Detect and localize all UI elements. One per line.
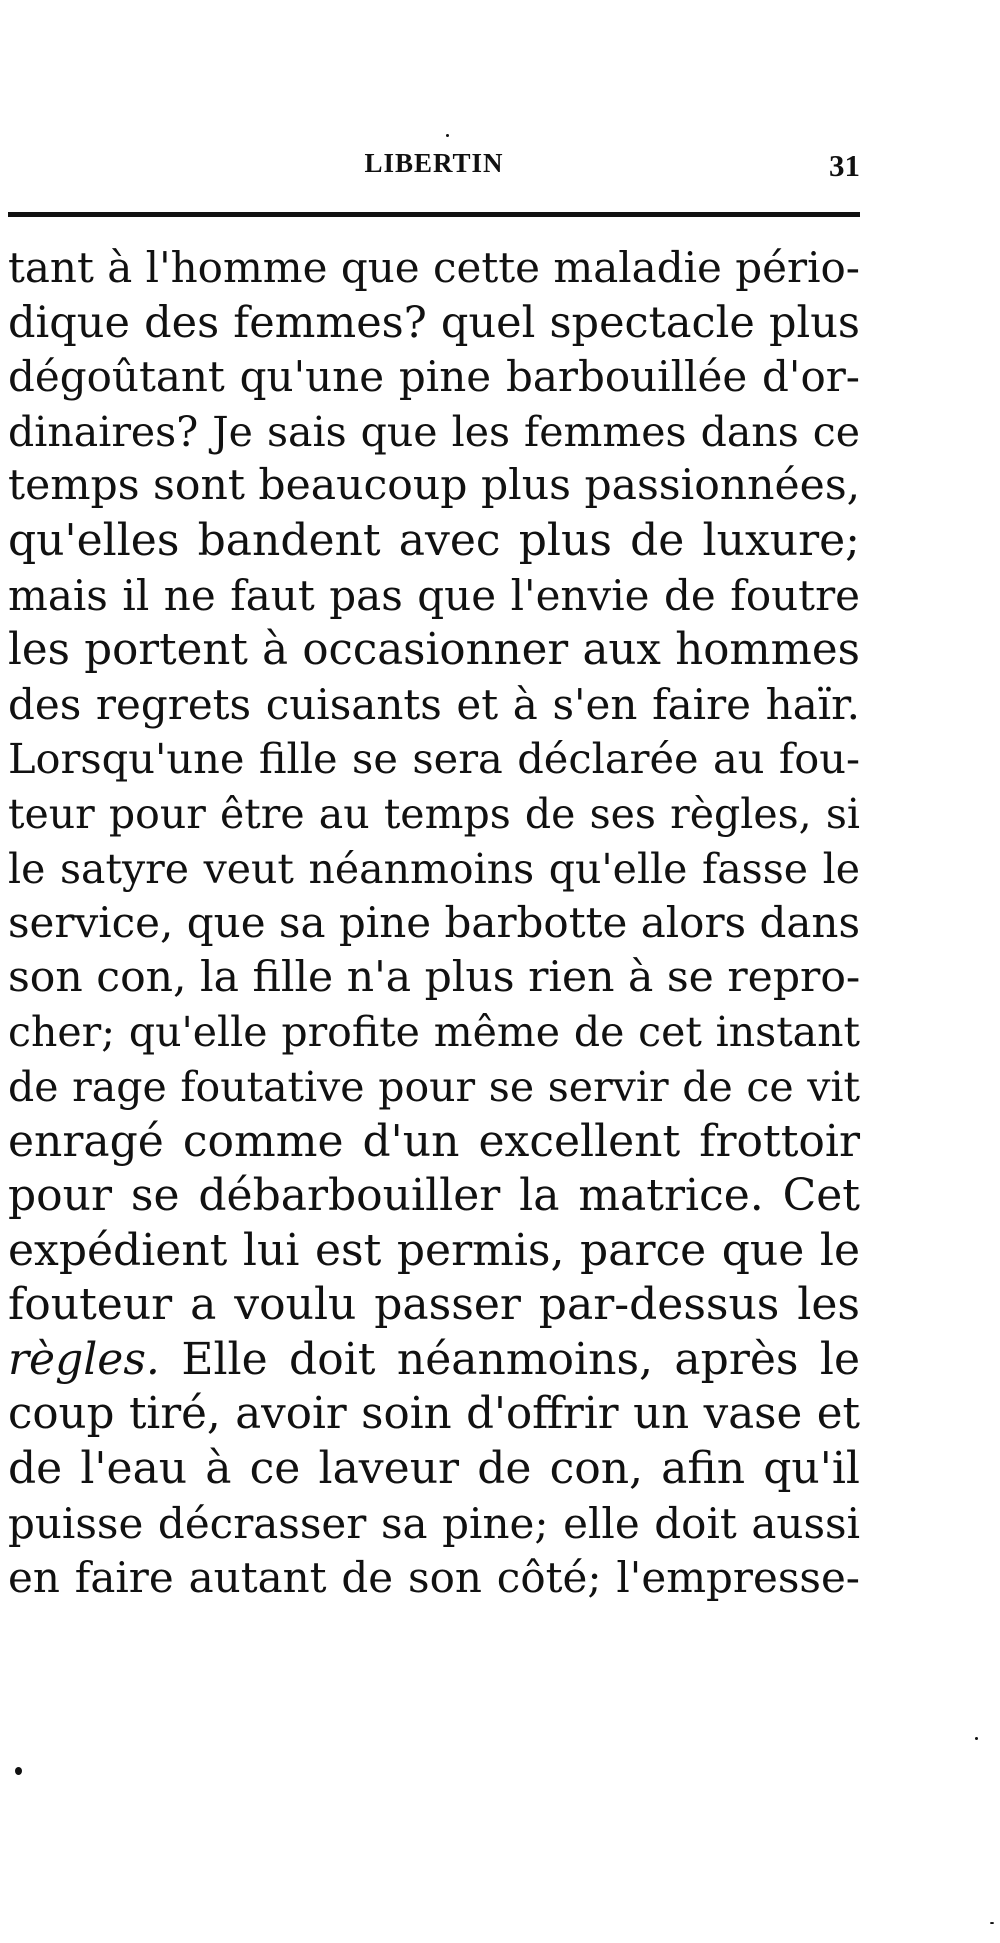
- text-line: le satyre veut néanmoins qu'elle fasse le: [8, 844, 860, 893]
- scan-speck: [446, 134, 449, 137]
- text-line: temps sont beaucoup plus passionnées,: [8, 461, 861, 511]
- text-line: des regrets cuisants et à s'en faire haïr.: [8, 679, 860, 729]
- body-text: [8, 241, 860, 1606]
- text-line: teur pour être au temps de ses règles, si: [8, 789, 860, 838]
- running-head: [8, 148, 860, 188]
- scan-speck: [15, 1767, 22, 1775]
- text-line: dique des femmes? quel spectacle plus: [8, 297, 860, 348]
- text-line: expédient lui est permis, parce que le: [8, 1224, 860, 1276]
- text-line: dinaires? Je sais que les femmes dans ce: [8, 407, 860, 456]
- text-line: coup tiré, avoir soin d'offrir un vase et: [8, 1389, 860, 1440]
- text-line: pour se débarbouiller la matrice. Cet: [8, 1170, 860, 1222]
- text-line-with-italic: [8, 1333, 860, 1388]
- header-rule: [8, 212, 860, 217]
- scan-speck: [975, 1737, 978, 1740]
- text-line: son con, la fille n'a plus rien à se repro-: [8, 952, 861, 1002]
- text-line: cher; qu'elle profite même de cet instant: [8, 1008, 860, 1057]
- text-line: dégoûtant qu'une pine barbouillée d'or-: [8, 352, 860, 402]
- page-number: 31: [829, 148, 860, 183]
- italic-word: règles.: [8, 1333, 160, 1385]
- text-line: les portent à occasionner aux hommes: [8, 625, 860, 676]
- text-line: fouteur a voulu passer par-dessus les: [8, 1279, 860, 1331]
- text-line: service, que sa pine barbotte alors dans: [8, 898, 860, 948]
- text-line: de l'eau à ce laveur de con, afin qu'il: [8, 1443, 860, 1495]
- text-line: puisse décrasser sa pine; elle doit aussi: [8, 1498, 860, 1548]
- text-line: Lorsqu'une fille se sera déclarée au fou-: [8, 734, 860, 784]
- text-line: tant à l'homme que cette maladie pério-: [8, 243, 860, 292]
- text-line-rest: Elle doit néanmoins, après le: [181, 1333, 860, 1385]
- text-line: en faire autant de son côté; l'empresse-: [8, 1553, 860, 1603]
- text-line: mais il ne faut pas que l'envie de foutre: [8, 570, 860, 620]
- text-line: de rage foutative pour se servir de ce vit: [8, 1062, 860, 1111]
- text-line: qu'elles bandent avec plus de luxure;: [8, 514, 860, 566]
- scan-speck: [990, 1922, 994, 1924]
- running-head-title: LIBERTIN: [364, 148, 504, 178]
- text-line: enragé comme d'un excellent frottoir: [8, 1115, 860, 1167]
